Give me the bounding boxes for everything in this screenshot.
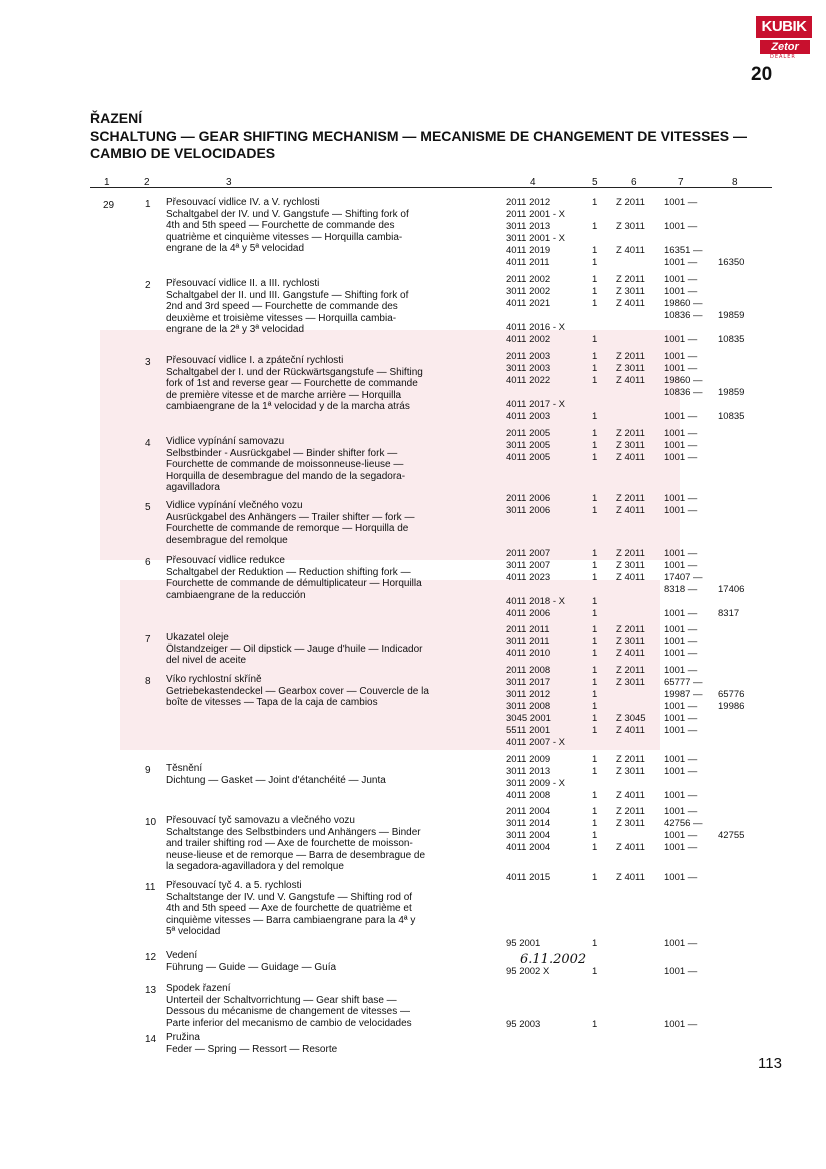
- cell-c6: Z 3011: [616, 363, 645, 374]
- description-line: Vedení: [166, 950, 198, 961]
- item-number: 4: [145, 438, 151, 449]
- description-line: engrane de la 2ª y 3ª velocidad: [166, 324, 305, 335]
- cell-c5: 1: [592, 286, 598, 297]
- cell-c4: 2011 2003: [506, 351, 551, 362]
- cell-c7: 1001 —: [664, 966, 698, 977]
- cell-c4: 3011 2008: [506, 701, 551, 712]
- description-line: Parte inferior del mecanismo de cambio de velocidades: [166, 1017, 412, 1029]
- cell-c6: Z 4011: [616, 725, 645, 736]
- cell-c4: 4011 2004: [506, 842, 551, 853]
- cell-c5: 1: [592, 221, 598, 232]
- cell-c7: 19987 —: [664, 689, 703, 700]
- cell-c7: 1001 —: [664, 286, 698, 297]
- cell-c4: 2011 2011: [506, 624, 550, 635]
- item-number: 13: [145, 985, 157, 996]
- col-header-2: 2: [144, 177, 150, 188]
- col-header-8: 8: [732, 177, 738, 188]
- cell-c4: 3011 2001 - X: [506, 233, 565, 244]
- cell-c4: 3045 2001: [506, 713, 551, 724]
- cell-c8: 16350: [718, 257, 745, 268]
- cell-c6: Z 4011: [616, 842, 645, 853]
- cell-c8: 42755: [718, 830, 745, 841]
- cell-c8: 8317: [718, 608, 740, 619]
- cell-c6: Z 4011: [616, 245, 645, 256]
- description-line: fork of 1st and reverse gear — Fourchette de commande: [166, 378, 418, 389]
- cell-c5: 1: [592, 548, 598, 559]
- description-line: Führung — Guide — Guidage — Guía: [166, 961, 337, 973]
- description-line: cambiaengrane de la reducción: [166, 589, 306, 601]
- cell-c4: 2011 2006: [506, 493, 551, 504]
- description-line: Schaltgabel der Reduktion — Reduction shifting fork —: [166, 566, 411, 578]
- cell-c7: 1001 —: [664, 766, 698, 777]
- cell-c5: 1: [592, 689, 598, 700]
- cell-c5: 1: [592, 830, 598, 841]
- cell-c7: 42756 —: [664, 818, 703, 829]
- cell-c8: 65776: [718, 689, 745, 700]
- cell-c5: 1: [592, 572, 598, 583]
- cell-c6: Z 3011: [616, 766, 645, 777]
- cell-c5: 1: [592, 872, 598, 883]
- cell-c6: Z 2011: [616, 428, 645, 439]
- cell-c8: 19986: [718, 701, 745, 712]
- cell-c7: 1001 —: [664, 548, 698, 559]
- item-description: [166, 950, 496, 973]
- section-subtitle: SCHALTUNG — GEAR SHIFTING MECHANISM — MECANISME DE CHANGEMENT DE VITESSES — CAMBIO DE VELOCIDADES: [90, 128, 747, 161]
- item-description: [166, 555, 496, 601]
- cell-c7: 65777 —: [664, 677, 703, 688]
- cell-c4: 4011 2019: [506, 245, 551, 256]
- description-line: Schaltgabel der I. und der Rückwärtsgangstufe — Shifting: [166, 366, 423, 378]
- cell-c7: 1001 —: [664, 505, 698, 516]
- cell-c7: 1001 —: [664, 713, 698, 724]
- description-line: deuxième et troisième vitesses — Horquilla cambia-: [166, 312, 397, 324]
- cell-c4: 3011 2004: [506, 830, 551, 841]
- cell-c5: 1: [592, 245, 598, 256]
- item-number: 8: [145, 676, 151, 687]
- cell-c7: 1001 —: [664, 701, 698, 712]
- cell-c7: 1001 —: [664, 493, 698, 504]
- cell-c7: 1001 —: [664, 842, 698, 853]
- description-line: 4th and 5th speed — Axe de fourchette de quatrième et: [166, 903, 412, 914]
- cell-c4: 4011 2002: [506, 334, 551, 345]
- description-line: Vidlice vypínání samovazu: [166, 436, 285, 447]
- cell-c4: 3011 2003: [506, 363, 551, 374]
- cell-c4: 4011 2008: [506, 790, 551, 801]
- item-number: 3: [145, 357, 151, 368]
- description-line: Horquilla de desembrague del mando de la segadora-: [166, 470, 406, 482]
- cell-c6: Z 2011: [616, 754, 645, 765]
- cell-c6: Z 2011: [616, 197, 645, 208]
- col-header-3: 3: [226, 177, 232, 188]
- cell-c7: 1001 —: [664, 725, 698, 736]
- description-line: cambiaengrane de la 1ª velocidad y de la marcha atrás: [166, 401, 410, 412]
- item-number: 14: [145, 1034, 157, 1045]
- cell-c5: 1: [592, 636, 598, 647]
- cell-c4: 3011 2011: [506, 636, 550, 647]
- description-line: neuse-lieuse et de remorque — Barra de desembrague de: [166, 849, 426, 861]
- item-description: [166, 1032, 496, 1055]
- item-description: [166, 278, 496, 336]
- cell-c7: 1001 —: [664, 440, 698, 451]
- cell-c5: 1: [592, 351, 598, 362]
- cell-c5: 1: [592, 440, 598, 451]
- description-line: Těsnění: [166, 763, 203, 774]
- cell-c7: 1001 —: [664, 1019, 698, 1030]
- cell-c5: 1: [592, 966, 598, 977]
- cell-c7: 16351 —: [664, 245, 703, 256]
- cell-c6: Z 2011: [616, 806, 645, 817]
- cell-c5: 1: [592, 596, 598, 607]
- description-line: Přesouvací vidlice I. a zpáteční rychlosti: [166, 355, 344, 366]
- cell-c6: Z 4011: [616, 505, 645, 516]
- cell-c7: 1001 —: [664, 411, 698, 422]
- cell-c7: 1001 —: [664, 830, 698, 841]
- description-line: Fourchette de commande de moissonneuse-lieuse —: [166, 459, 404, 470]
- cell-c6: Z 4011: [616, 790, 645, 801]
- col-header-6: 6: [631, 177, 637, 188]
- cell-c5: 1: [592, 334, 598, 345]
- cell-c7: 1001 —: [664, 754, 698, 765]
- cell-c8: 10835: [718, 411, 745, 422]
- item-number: 10: [145, 817, 157, 828]
- cell-c4: 3011 2009 - X: [506, 778, 565, 789]
- description-line: Schaltstange der IV. und V. Gangstufe — Shifting rod of: [166, 891, 413, 903]
- description-line: Feder — Spring — Ressort — Resorte: [166, 1043, 338, 1055]
- description-line: Unterteil der Schaltvorrichtung — Gear shift base —: [166, 994, 397, 1006]
- item-number: 6: [145, 557, 151, 568]
- description-line: quatrième et cinquième vitesses — Horquilla cambia-: [166, 231, 403, 243]
- cell-c5: 1: [592, 806, 598, 817]
- cell-c4: 3011 2014: [506, 818, 551, 829]
- col-header-7: 7: [678, 177, 684, 188]
- description-line: de première vitesse et de marche arrière — Horquilla: [166, 389, 402, 401]
- cell-c5: 1: [592, 648, 598, 659]
- cell-c5: 1: [592, 818, 598, 829]
- item-description: [166, 632, 496, 667]
- cell-c4: 2011 2005: [506, 428, 551, 439]
- cell-c6: Z 3011: [616, 636, 645, 647]
- item-description: [166, 880, 496, 938]
- item-description: [166, 983, 496, 1029]
- cell-c5: 1: [592, 257, 598, 268]
- cell-c7: 1001 —: [664, 636, 698, 647]
- cell-c4: 4011 2021: [506, 298, 551, 309]
- cell-c5: 1: [592, 493, 598, 504]
- description-line: Dessous du mécanisme de changement de vitesses —: [166, 1006, 411, 1017]
- description-line: Přesouvací tyč samovazu a vlečného vozu: [166, 815, 355, 826]
- cell-c7: 10836 —: [664, 310, 703, 321]
- col-header-5: 5: [592, 177, 598, 188]
- cell-c7: 1001 —: [664, 665, 698, 676]
- cell-c5: 1: [592, 766, 598, 777]
- cell-c6: Z 3045: [616, 713, 646, 724]
- cell-c4: 4011 2003: [506, 411, 551, 422]
- cell-c7: 1001 —: [664, 806, 698, 817]
- cell-c4: 2011 2008: [506, 665, 551, 676]
- cell-c8: 17406: [718, 584, 745, 595]
- item-number: 5: [145, 502, 151, 513]
- description-line: Víko rychlostní skříně: [166, 674, 262, 685]
- cell-c7: 1001 —: [664, 452, 698, 463]
- description-line: Pružina: [166, 1032, 200, 1043]
- cell-c7: 1001 —: [664, 428, 698, 439]
- item-number: 11: [145, 882, 156, 893]
- cell-c4: 3011 2017: [506, 677, 551, 688]
- cell-c4: 4011 2018 - X: [506, 596, 565, 607]
- description-line: desembrague del remolque: [166, 534, 288, 546]
- kubik-zetor-logo: [756, 16, 812, 62]
- logo-kubik: KUBIK: [756, 16, 812, 38]
- cell-c4: 4011 2011: [506, 257, 550, 268]
- cell-c6: Z 2011: [616, 493, 645, 504]
- header-rule: [90, 187, 772, 188]
- description-line: 5ª velocidad: [166, 926, 221, 937]
- cell-c8: 19859: [718, 310, 745, 321]
- cell-c4: 2011 2004: [506, 806, 551, 817]
- cell-c6: Z 3011: [616, 440, 645, 451]
- cell-c5: 1: [592, 790, 598, 801]
- cell-c4: 3011 2002: [506, 286, 551, 297]
- cell-c6: Z 4011: [616, 375, 645, 386]
- cell-c4: 95 2002 X: [506, 966, 550, 977]
- cell-c6: Z 4011: [616, 572, 645, 583]
- cell-c7: 10836 —: [664, 387, 703, 398]
- item-description: [166, 815, 496, 873]
- cell-c4: 4011 2010: [506, 648, 551, 659]
- description-line: Fourchette de commande de démultiplicateur — Horquilla: [166, 578, 422, 589]
- cell-c5: 1: [592, 428, 598, 439]
- footer-page-number: 113: [758, 1055, 782, 1072]
- cell-c4: 3011 2006: [506, 505, 551, 516]
- description-line: agavilladora: [166, 482, 220, 493]
- cell-c7: 1001 —: [664, 363, 698, 374]
- cell-c5: 1: [592, 298, 598, 309]
- cell-c6: Z 2011: [616, 274, 645, 285]
- cell-c5: 1: [592, 608, 598, 619]
- logo-dealer: DEALER: [770, 54, 796, 60]
- description-line: Přesouvací tyč 4. a 5. rychlosti: [166, 880, 302, 891]
- description-line: Přesouvací vidlice IV. a V. rychlosti: [166, 197, 320, 208]
- cell-c7: 1001 —: [664, 351, 698, 362]
- cell-c4: 2011 2012: [506, 197, 551, 208]
- cell-c4: 5511 2001: [506, 725, 551, 736]
- cell-c4: 95 2003: [506, 1019, 541, 1030]
- cell-c7: 19860 —: [664, 375, 703, 386]
- cell-c4: 3011 2013: [506, 221, 551, 232]
- cell-c7: 1001 —: [664, 560, 698, 571]
- item-description: [166, 674, 496, 709]
- cell-c5: 1: [592, 713, 598, 724]
- group-number: 29: [103, 200, 115, 211]
- cell-c4: 4011 2016 - X: [506, 322, 565, 333]
- cell-c6: Z 3011: [616, 677, 645, 688]
- cell-c5: 1: [592, 665, 598, 676]
- description-line: Schaltgabel der II. und III. Gangstufe — Shifting fork of: [166, 289, 409, 301]
- cell-c4: 4011 2005: [506, 452, 551, 463]
- cell-c6: Z 2011: [616, 624, 645, 635]
- cell-c6: Z 2011: [616, 351, 645, 362]
- description-line: 4th and 5th speed — Fourchette de commande des: [166, 220, 395, 231]
- cell-c4: 4011 2007 - X: [506, 737, 565, 748]
- cell-c7: 17407 —: [664, 572, 703, 583]
- cell-c7: 1001 —: [664, 872, 698, 883]
- description-line: Ölstandzeiger — Oil dipstick — Jauge d'huile — Indicador: [166, 643, 423, 655]
- description-line: la segadora-agavilladora y del remolque: [166, 861, 344, 872]
- cell-c5: 1: [592, 725, 598, 736]
- logo-zetor: Zetor: [760, 40, 810, 54]
- description-line: boîte de vitesses — Tapa de la caja de cambios: [166, 697, 378, 708]
- description-line: cinquième vitesses — Barra cambiaengrane para la 4ª y: [166, 914, 416, 926]
- description-line: Fourchette de commande de remorque — Horquilla de: [166, 523, 409, 534]
- cell-c6: Z 3011: [616, 818, 645, 829]
- cell-c7: 1001 —: [664, 274, 698, 285]
- item-description: [166, 197, 496, 255]
- description-line: Ausrückgabel des Anhängers — Trailer shifter — fork —: [166, 511, 415, 523]
- description-line: del nivel de aceite: [166, 655, 247, 666]
- cell-c6: Z 4011: [616, 872, 645, 883]
- cell-c7: 1001 —: [664, 648, 698, 659]
- cell-c4: 2011 2007: [506, 548, 551, 559]
- cell-c6: Z 3011: [616, 286, 645, 297]
- description-line: Přesouvací vidlice II. a III. rychlosti: [166, 278, 320, 289]
- cell-c4: 4011 2006: [506, 608, 551, 619]
- cell-c5: 1: [592, 363, 598, 374]
- cell-c5: 1: [592, 375, 598, 386]
- description-line: Vidlice vypínání vlečného vozu: [166, 500, 303, 511]
- cell-c6: Z 3011: [616, 221, 645, 232]
- cell-c4: 95 2001: [506, 938, 541, 949]
- description-line: Ukazatel oleje: [166, 632, 229, 643]
- cell-c4: 3011 2005: [506, 440, 551, 451]
- cell-c5: 1: [592, 842, 598, 853]
- cell-c5: 1: [592, 560, 598, 571]
- item-number: 9: [145, 765, 151, 776]
- item-description: [166, 763, 496, 786]
- cell-c7: 1001 —: [664, 197, 698, 208]
- cell-c5: 1: [592, 274, 598, 285]
- description-line: Schaltgabel der IV. und V. Gangstufe — Shifting fork of: [166, 208, 409, 220]
- item-number: 2: [145, 280, 151, 291]
- item-number: 7: [145, 634, 151, 645]
- cell-c4: 2011 2002: [506, 274, 551, 285]
- cell-c7: 1001 —: [664, 608, 698, 619]
- cell-c5: 1: [592, 624, 598, 635]
- cell-c4: 3011 2013: [506, 766, 551, 777]
- cell-c5: 1: [592, 677, 598, 688]
- cell-c5: 1: [592, 197, 598, 208]
- cell-c4: 4011 2022: [506, 375, 551, 386]
- description-line: Schaltstange des Selbstbinders und Anhängers — Binder: [166, 826, 421, 838]
- col-header-1: 1: [104, 177, 110, 188]
- item-number: 1: [145, 199, 151, 210]
- page-number: 20: [751, 64, 773, 85]
- cell-c5: 1: [592, 411, 598, 422]
- col-header-4: 4: [530, 177, 536, 188]
- cell-c4: 2011 2001 - X: [506, 209, 565, 220]
- item-description: [166, 355, 496, 413]
- cell-c5: 1: [592, 452, 598, 463]
- description-line: 2nd and 3rd speed — Fourchette de commande des: [166, 301, 398, 312]
- cell-c7: 19860 —: [664, 298, 703, 309]
- item-description: [166, 436, 496, 494]
- cell-c6: Z 4011: [616, 452, 645, 463]
- cell-c7: 1001 —: [664, 257, 698, 268]
- cell-c4: 4011 2023: [506, 572, 551, 583]
- cell-c4: 3011 2007: [506, 560, 551, 571]
- cell-c4: 3011 2012: [506, 689, 551, 700]
- cell-c5: 1: [592, 754, 598, 765]
- cell-c4: 2011 2009: [506, 754, 551, 765]
- cell-c7: 1001 —: [664, 221, 698, 232]
- cell-c6: Z 4011: [616, 648, 645, 659]
- item-number: 12: [145, 952, 157, 963]
- cell-c6: Z 2011: [616, 665, 645, 676]
- cell-c5: 1: [592, 505, 598, 516]
- cell-c5: 1: [592, 938, 598, 949]
- section-title: ŘAZENÍ: [90, 110, 143, 126]
- cell-c6: Z 4011: [616, 298, 645, 309]
- cell-c7: 8318 —: [664, 584, 698, 595]
- cell-c5: 1: [592, 701, 598, 712]
- description-line: Getriebekastendeckel — Gearbox cover — Couvercle de la: [166, 685, 429, 697]
- description-line: Spodek řazení: [166, 983, 231, 994]
- cell-c4: 4011 2015: [506, 872, 551, 883]
- cell-c6: Z 3011: [616, 560, 645, 571]
- cell-c8: 10835: [718, 334, 745, 345]
- description-line: Selbstbinder - Ausrückgabel — Binder shifter fork —: [166, 447, 398, 459]
- cell-c7: 1001 —: [664, 334, 698, 345]
- cell-c4: 4011 2017 - X: [506, 399, 565, 410]
- description-line: engrane de la 4ª y 5ª velocidad: [166, 243, 305, 254]
- description-line: Dichtung — Gasket — Joint d'étanchéité — Junta: [166, 774, 386, 786]
- cell-c6: Z 2011: [616, 548, 645, 559]
- cell-c5: 1: [592, 1019, 598, 1030]
- cell-c7: 1001 —: [664, 790, 698, 801]
- cell-c7: 1001 —: [664, 624, 698, 635]
- description-line: and trailer shifting rod — Axe de fourchette de moisson-: [166, 838, 413, 849]
- handwritten-date: 6.11.2002: [520, 952, 587, 967]
- description-line: Přesouvací vidlice redukce: [166, 555, 285, 566]
- item-description: [166, 500, 496, 546]
- cell-c7: 1001 —: [664, 938, 698, 949]
- cell-c8: 19859: [718, 387, 745, 398]
